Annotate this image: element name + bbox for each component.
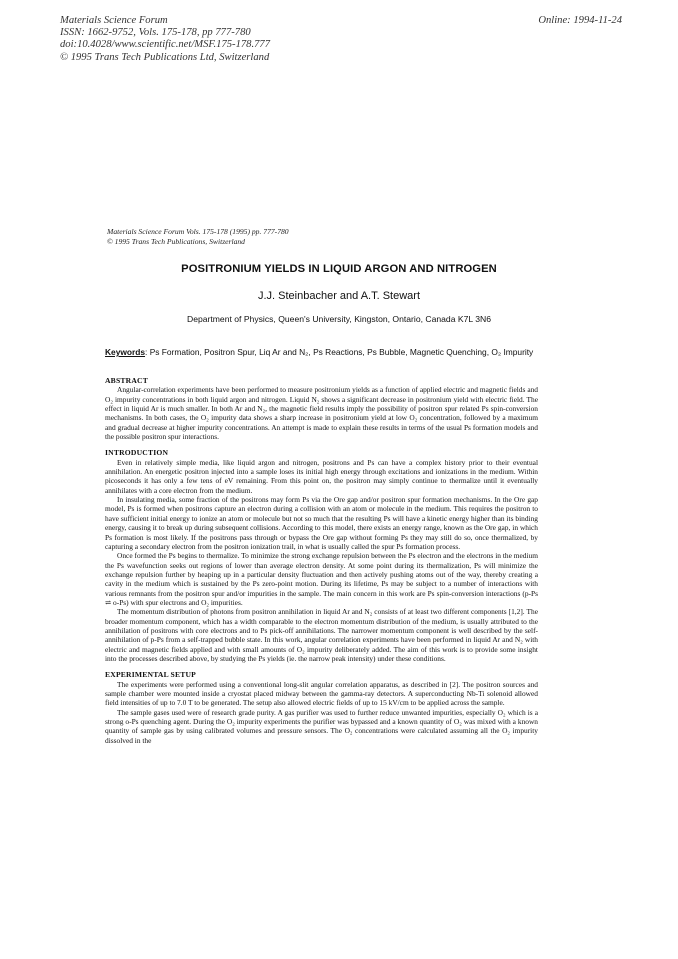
introduction-heading: INTRODUCTION (105, 448, 169, 458)
online-date: Online: 1994-11-24 (538, 15, 622, 26)
experimental-heading: EXPERIMENTAL SETUP (105, 670, 197, 680)
paper-authors: J.J. Steinbacher and A.T. Stewart (257, 290, 421, 302)
intro-paragraph: In insulating media, some fraction of the positrons may form Ps via the Ore gap and/or positron spur formation mechanisms. In the Ore gap model, Ps is formed when positrons capture an electron during a collision with an atom or molecule in the medium. This requires the positron to have sufficient initial energy to ionize an atom or molecule but not so much that the resulting Ps will have a kinetic energy higher than its binding energy, causing it to break up during subsequent collisions. According to this model, there exists an energy range, known as the Ore gap, in which Ps formation is most likely. If the positrons pass through or bypass the Ore gap without forming Ps they may still do so, once thermalized, by capturing a secondary electron from the positron ionization trail, in what is usually called the spur Ps formation process. (105, 495, 538, 551)
abstract-heading: ABSTRACT (105, 376, 148, 385)
inner-citation-line-1: Materials Science Forum Vols. 175-178 (1995) pp. 777-780 (107, 227, 289, 236)
copyright-line: © 1995 Trans Tech Publications Ltd, Switzerland (60, 51, 270, 63)
journal-metadata (60, 15, 270, 64)
inner-citation-line-2: © 1995 Trans Tech Publications, Switzerland (107, 237, 245, 246)
inner-citation (107, 227, 289, 247)
keywords-colon: : (145, 347, 148, 357)
intro-paragraph: The momentum distribution of photons from positron annihilation in liquid Ar and N₂ consists of at least two different components [1,2]. The broader momentum component, which has a width comparable to the electron momentum distribution of the medium, is usually attributed to the annihilation of positrons with core electrons and to Ps pick-off annihilations. The narrower momentum component is well described by the self-annihilation of p-Ps from a self-trapped bubble state. In this work, angular correlation experiments have been performed in liquid Ar and N₂ with electric and magnetic fields applied and with small amounts of O₂ impurity deliberately added. The aim of this work is to provide some insight into the processes described above, by studying the Ps yields (ie. the narrow peak intensity) under these conditions. (105, 607, 538, 663)
intro-paragraph: Once formed the Ps begins to thermalize. To minimize the strong exchange repulsion between the Ps electron and the electrons in the medium the Ps wavefunction seeks out regions of lower than average electron density. At some point during its thermalization, Ps will minimize the exchange repulsion further by heaping up in a particular density fluctuation and then actively pushing atoms out of the way, thereby creating a cavity in the medium which is sustained by the Ps zero-point motion. During its lifetime, Ps may be subject to a number of interactions with various remnants from the positron spur and/or impurities in the sample. The main concern in this work are Ps spin-conversion interactions (p-Ps ⇌ o-Ps) with spur electrons and O₂ impurities. (105, 551, 538, 607)
abstract-text: Angular-correlation experiments have been performed to measure positronium yields as a function of applied electric and magnetic fields and O₂ impurity concentrations in both liquid argon and nitrogen. Liquid N₂ shows a significant decrease in positronium yield with electric field. The effect in liquid Ar is much smaller. In both Ar and N₂, the magnetic field results imply the possibility of positron spur related Ps spin-conversion mechanisms. In both cases, the O₂ impurity data shows a sharp increase in positronium yield at low O₂ concentration, followed by a maximum and gradual decrease at higher impurity concentrations. An attempt is made to explain these results in terms of the usual Ps formation models and the possible positron spur interactions. (105, 385, 538, 442)
intro-paragraph: Even in relatively simple media, like liquid argon and nitrogen, positrons and Ps can have a complex history prior to their eventual annihilation. An energetic positron injected into a sample loses its initial high energy through excitations and ionizations in the medium. Within picoseconds it has only a few tens of eV remaining. From this point on, the positron may simply continue to thermalize until it eventually annihilates with a core electron from the medium. (105, 457, 538, 495)
keywords-block (105, 347, 538, 359)
experimental-paragraph: The sample gases used were of research grade purity. A gas purifier was used to further reduce unwanted impurities, especially O₂ which is a strong o-Ps quenching agent. During the O₂ impurity experiments the purifier was bypassed and a known quantity of O₂ was mixed with a known quantity of sample gas by using calibrated volumes and pressure sensors. The O₂ concentrations were calculated assuming all the O₂ impurity dissolved in the (105, 707, 538, 745)
issn-line: ISSN: 1662-9752, Vols. 175-178, pp 777-780 (60, 27, 251, 39)
paper-body (105, 376, 538, 745)
journal-name: Materials Science Forum (60, 15, 168, 26)
doi-link[interactable]: doi:10.4028/www.scientific.net/MSF.175-178.777 (60, 39, 270, 51)
keywords-text: Ps Formation, Positron Spur, Liq Ar and N₂, Ps Reactions, Ps Bubble, Magnetic Quenching, O₂ Impurity (149, 347, 534, 357)
paper-affiliation: Department of Physics, Queen's University, Kingston, Ontario, Canada K7L 3N6 (186, 314, 491, 324)
experimental-paragraph: The experiments were performed using a conventional long-slit angular correlation apparatus, as described in [2]. The positron sources and sample chamber were mounted inside a cryostat placed midway between the gamma-ray detectors. A superconducting Nb-Ti solenoid allowed field intensities of up to 7.0 T to be generated. The setup also allowed electric fields of up to 15 kV/cm to be applied across the sample. (105, 679, 538, 708)
paper-title: POSITRONIUM YIELDS IN LIQUID ARGON AND NITROGEN (181, 263, 497, 275)
keywords-label: Keywords (105, 347, 146, 357)
